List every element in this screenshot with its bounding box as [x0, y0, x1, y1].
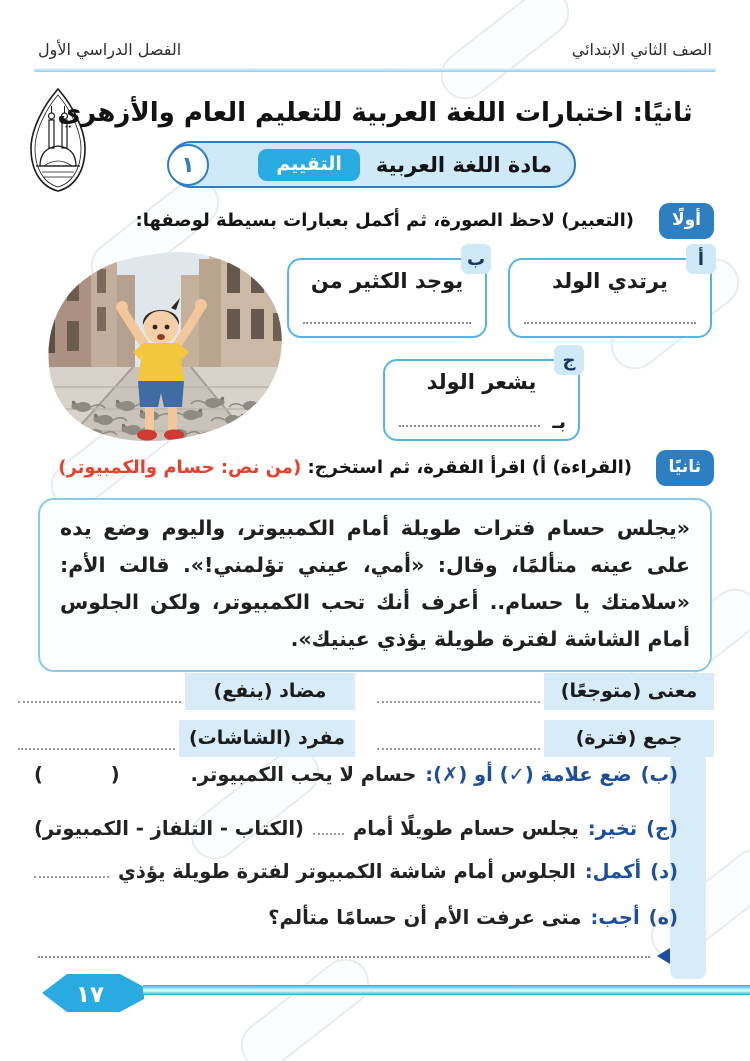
question-b-label: ضع علامة (✓) أو (✗): — [425, 763, 632, 786]
section-one-heading: (التعبير) لاحظ الصورة، ثم أكمل بعبارات بسيطة لوصفها: — [135, 210, 634, 231]
box-a-letter: أ — [686, 244, 716, 274]
box-c-text: يشعر الولد — [426, 370, 537, 394]
question-c-label: تخير: — [587, 817, 638, 840]
subject-pill — [168, 141, 576, 188]
question-d-letter: (د) — [650, 860, 678, 883]
watermark — [431, 0, 579, 109]
answer-line — [38, 948, 670, 964]
vocab-label-opposite: مضاد (ينفع) — [185, 673, 355, 710]
question-e-letter: (ه) — [648, 906, 678, 929]
question-c-blank[interactable] — [313, 819, 344, 835]
subject-name: مادة اللغة العربية — [375, 152, 552, 177]
question-e-text: متى عرفت الأم أن حسامًا متألم؟ — [268, 906, 582, 929]
box-b-text: يوجد الكثير من — [310, 269, 464, 293]
vocab-cell-meaning — [373, 670, 714, 712]
question-choose — [34, 817, 678, 840]
question-b-letter: (ب) — [640, 763, 678, 786]
grade-label: الصف الثاني الابتدائي — [571, 40, 712, 59]
vocab-label-plural: جمع (فترة) — [544, 720, 714, 757]
vocab-label-meaning: معنى (متوجعًا) — [544, 673, 714, 710]
box-a-text: يرتدي الولد — [552, 269, 668, 293]
vocab-cell-singular — [14, 717, 355, 759]
section-one-badge: أولًا — [659, 203, 714, 239]
question-c-choices: (الكتاب - التلفاز - الكمبيوتر) — [34, 817, 304, 840]
question-d-blank[interactable] — [34, 862, 109, 878]
box-a-blank[interactable] — [524, 322, 696, 324]
question-complete — [34, 860, 678, 883]
answer-box-c — [383, 349, 580, 441]
page-number: ١٧ — [75, 982, 105, 1008]
watermark — [231, 949, 379, 1061]
question-true-false — [34, 763, 678, 786]
evaluation-number: ١ — [167, 144, 209, 186]
question-c-text: يجلس حسام طويلًا أمام — [352, 817, 579, 840]
box-b-blank[interactable] — [303, 322, 471, 324]
reading-passage: «يجلس حسام فترات طويلة أمام الكمبيوتر، واليوم وضع يده على عينه متألمًا، وقال: «أمي، عيني تؤلمني!». قالت الأم: «سلامتك يا حسام.. أعرف أنك تحب الكمبيوتر، ولكن الجلوس أمام الشاشة لفترة طويلة يؤذي عينيك». — [60, 516, 690, 651]
vocab-cell-plural — [373, 717, 714, 759]
question-b-text: حسام لا يحب الكمبيوتر. — [190, 763, 417, 786]
answer-box-a — [508, 248, 712, 338]
text-source: (من نص: حسام والكمبيوتر) — [58, 457, 302, 478]
answer-blank[interactable] — [38, 954, 650, 958]
box-c-blank[interactable] — [399, 425, 540, 427]
box-c-prefix: بـ — [552, 411, 566, 433]
vocab-blank-meaning[interactable] — [377, 679, 540, 703]
boy-and-mice-picture — [33, 247, 291, 447]
question-c-letter: (ج) — [646, 817, 678, 840]
page-number-badge — [40, 971, 145, 1019]
vocab-label-singular: مفرد (الشاشات) — [179, 720, 355, 757]
box-b-letter: ب — [461, 244, 491, 274]
page-number-shape — [40, 971, 145, 1015]
question-d-text: الجلوس أمام شاشة الكمبيوتر لفترة طويلة يؤذي — [117, 860, 576, 883]
vocab-blank-opposite[interactable] — [18, 679, 181, 703]
box-c-letter: ج — [554, 345, 584, 375]
question-answer — [34, 906, 678, 929]
street-scene-illustration — [33, 247, 291, 451]
footer-rule — [143, 985, 750, 995]
question-d-label: أكمل: — [584, 860, 642, 883]
section-two-heading — [58, 457, 632, 478]
answer-box-b — [287, 248, 487, 338]
vocab-blank-plural[interactable] — [377, 726, 540, 750]
header-divider — [34, 68, 716, 72]
question-e-label: أجب: — [590, 906, 640, 929]
answer-arrow-icon — [657, 948, 670, 964]
section-two-badge: ثانيًا — [656, 450, 714, 486]
semester-label: الفصل الدراسي الأول — [38, 40, 182, 59]
reading-passage-box — [38, 498, 712, 672]
vocabulary-grid — [14, 670, 714, 759]
evaluation-badge: التقييم — [258, 149, 360, 181]
reading-instruction: (القراءة) أ) اقرأ الفقرة، ثم استخرج: — [307, 457, 632, 478]
page-title: ثانيًا: اختبارات اللغة العربية للتعليم العام والأزهري — [57, 98, 693, 128]
vocab-cell-opposite — [14, 670, 355, 712]
vocab-blank-singular[interactable] — [18, 726, 175, 750]
question-b-answer-parens[interactable]: ( ) — [34, 763, 120, 786]
